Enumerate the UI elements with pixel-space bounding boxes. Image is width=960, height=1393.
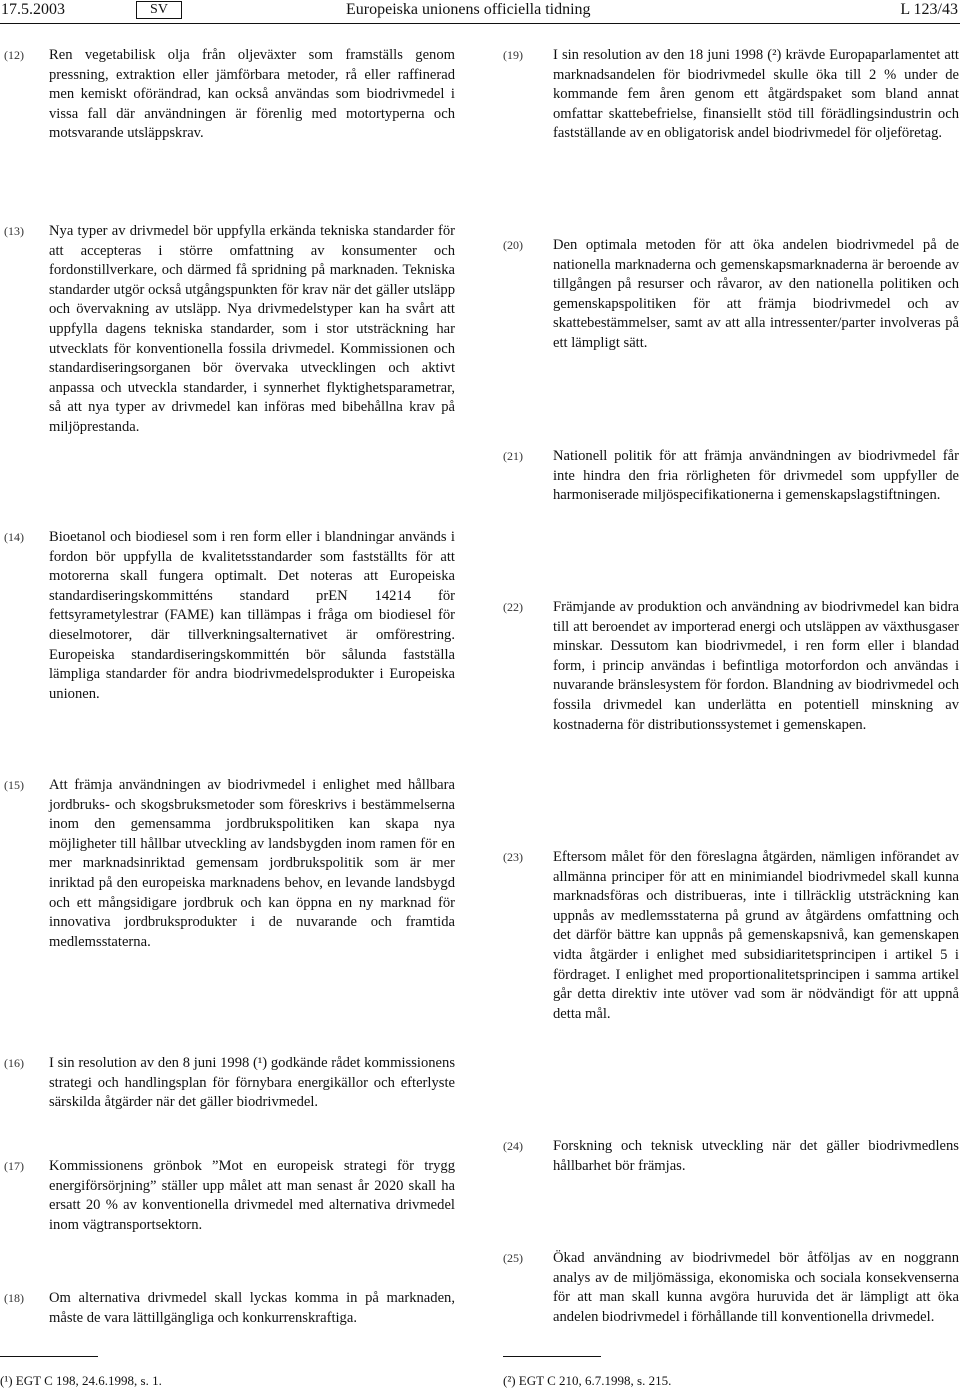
recital-21 (553, 447, 959, 506)
recital-text: I sin resolution av den 8 juni 1998 (¹) godkände rådet kommissionens strategi och handlingsplan för förnybara energikällor och efterlyste särskilda åtgärder när det gäller biodrivmedel. (49, 1055, 455, 1111)
recital-23 (553, 848, 959, 1024)
recital-text: Bioetanol och biodiesel som i ren form eller i blandningar används i fordon bör uppfylla de kvalitetsstandarder som fastställts för att motorerna skall fungera optimalt. Det noteras att Europeiska standardiseringskommitténs standard prEN 14214 för fettsyrametylestrar (FAME) kan tillämpas i fråga om biodiesel för dieselmotorer, där tillverkningsalternativet är omförestring. Europeiska standardiseringskommittén bör sålunda fastställa lämpliga standarder för andra biodrivmedelsprodukter i Europeiska unionen. (49, 529, 455, 702)
recital-number: (23) (503, 850, 523, 864)
recital-number: (21) (503, 449, 523, 463)
recital-16 (49, 1054, 455, 1113)
recital-number: (18) (4, 1291, 24, 1305)
publication-date: 17.5.2003 (1, 1, 65, 18)
recital-14 (49, 528, 455, 704)
page-header (0, 0, 960, 22)
recital-13 (49, 222, 455, 438)
recital-number: (17) (4, 1159, 24, 1173)
recital-text: Främjande av produktion och användning av biodrivmedel kan bidra till att beroendet av importerad energi och utsläppen av växthusgaser minskar. Dessutom kan biodrivmedel, i ren form eller i blandad form, i princip användas i befintliga motorfordon och användas i nuvarande bränslesystem för fordon. Blandning av biodrivmedel och fossila drivmedel kan underlätta en potentiell minskning av kostnaderna för distributionssystemet i gemenskapen. (553, 599, 959, 733)
header-rule (0, 23, 960, 24)
recital-24 (553, 1137, 959, 1176)
recital-text: Om alternativa drivmedel skall lyckas komma in på marknaden, måste de vara lättillgängliga och konkurrenskraftiga. (49, 1290, 455, 1326)
recital-20 (553, 236, 959, 354)
page-reference: L 123/43 (900, 1, 958, 18)
recital-number: (12) (4, 48, 24, 62)
footnote-rule (503, 1356, 601, 1357)
recital-number: (24) (503, 1139, 523, 1153)
recital-number: (19) (503, 48, 523, 62)
recital-text: Att främja användningen av biodrivmedel i enlighet med hållbara jordbruks- och skogsbruksmetoder som föreskrivs i bestämmelserna inom den gemensamma jordbrukspolitiken kan skapa nya möjligheter till hållbar utveckling av landsbygden inom ramen för en mer marknadsinriktad gemensam jordbrukspolitik som är mer inriktad på den europeiska marknadens behov, en levande landsbygd och ett mångsidigare jordbruk och kan öppna en ny marknad för innovativa jordbruksprodukter i de nuvarande och framtida medlemsstaterna. (49, 777, 455, 950)
recital-text: I sin resolution av den 18 juni 1998 (²) krävde Europaparlamentet att marknadsandelen för biodrivmedel skulle öka till 2 % under de kommande fem åren genom ett åtgärdspaket som bland annat omfattar skattebefrielse, finansiellt stöd till förädlingsindustrin och fastställande av en obligatorisk andel biodrivmedel för oljeföretag. (553, 47, 959, 142)
footnote-1: (¹) EGT C 198, 24.6.1998, s. 1. (0, 1373, 162, 1388)
recital-text: Nya typer av drivmedel bör uppfylla erkända tekniska standarder för att accepteras i större omfattning av konsumenter och fordonstillverkare, och därmed få spridning på marknaden. Tekniska standarder utgör också utgångspunkten för krav när det gäller utsläpp och övervakning av utsläpp. Nya drivmedelstyper kan ha svårt att uppfylla dagens tekniska standarder, som i stor utsträckning har utvecklats för konventionella fossila drivmedel. Kommissionen och standardiseringsorganen bör övervaka utvecklingen och aktivt anpassa och utveckla standarder, i synnerhet flyktighetsparametrar, så att nya typer av drivmedel kan införas med bibehållna krav på miljöprestanda. (49, 223, 455, 435)
recital-17 (49, 1157, 455, 1235)
recital-number: (14) (4, 530, 24, 544)
recital-text: Kommissionens grönbok ”Mot en europeisk strategi för trygg energiförsörjning” ställer upp målet att man senast år 2020 skall ha ersatt 20 % av konventionella drivmedel med alternativa drivmedel inom vägtransportsektorn. (49, 1158, 455, 1233)
recital-text: Eftersom målet för den föreslagna åtgärden, nämligen införandet av allmänna principer för att en minimiandel biodrivmedel skall kunna marknadsföras och distribueras, inte i tillräcklig utsträckning kan uppnås av medlemsstaterna på grund av åtgärdens omfattning och det därför bättre kan uppnås på gemenskapsnivå, kan gemenskapen vidta åtgärder i enlighet med subsidiaritetsprincipen i artikel 5 i fördraget. I enlighet med proportionalitetsprincipen i samma artikel går detta direktiv inte utöver vad som är nödvändigt för att uppnå detta mål. (553, 849, 959, 1022)
recital-text: Forskning och teknisk utveckling när det gäller biodrivmedlens hållbarhet bör främjas. (553, 1138, 959, 1174)
recital-18 (49, 1289, 455, 1328)
recital-22 (553, 598, 959, 735)
recital-text: Den optimala metoden för att öka andelen biodrivmedel på de nationella marknaderna och gemenskapsmarknaderna är beroende av tillgången på resurser och råvaror, av den nationella politiken och gemenskapspolitiken för att främja biodrivmedel och av skattebestämmelser, samt av att alla intressenter/parter involveras på ett lämpligt sätt. (553, 237, 959, 351)
recital-19 (553, 46, 959, 144)
recital-number: (25) (503, 1251, 523, 1265)
recital-15 (49, 776, 455, 952)
recital-number: (13) (4, 224, 24, 238)
recital-text: Ökad användning av biodrivmedel bör åtföljas av en noggrann analys av de miljömässiga, ekonomiska och sociala konsekvenserna för att man skall kunna avgöra huruvida det är lämpligt att öka andelen biodrivmedel i förhållande till konventionella drivmedel. (553, 1250, 959, 1325)
footnote-2: (²) EGT C 210, 6.7.1998, s. 215. (503, 1373, 672, 1388)
language-badge: SV (136, 1, 182, 19)
recital-number: (20) (503, 238, 523, 252)
recital-text: Nationell politik för att främja användningen av biodrivmedel får inte hindra den fria rörligheten för drivmedel som uppfyller de harmoniserade miljöspecifikationerna i gemenskapslagstiftningen. (553, 448, 959, 504)
recital-number: (16) (4, 1056, 24, 1070)
recital-number: (15) (4, 778, 24, 792)
recital-number: (22) (503, 600, 523, 614)
journal-title: Europeiska unionens officiella tidning (346, 1, 591, 18)
recital-12 (49, 46, 455, 144)
recital-25 (553, 1249, 959, 1327)
recital-text: Ren vegetabilisk olja från oljeväxter som framställs genom pressning, extraktion eller jämförbara metoder, rå eller raffinerad men kemiskt oförändrad, kan också användas som biodrivmedel i vissa fall där användningen är förenlig med motortyperna och motsvarande utsläppskrav. (49, 47, 455, 142)
footnote-rule (0, 1356, 98, 1357)
